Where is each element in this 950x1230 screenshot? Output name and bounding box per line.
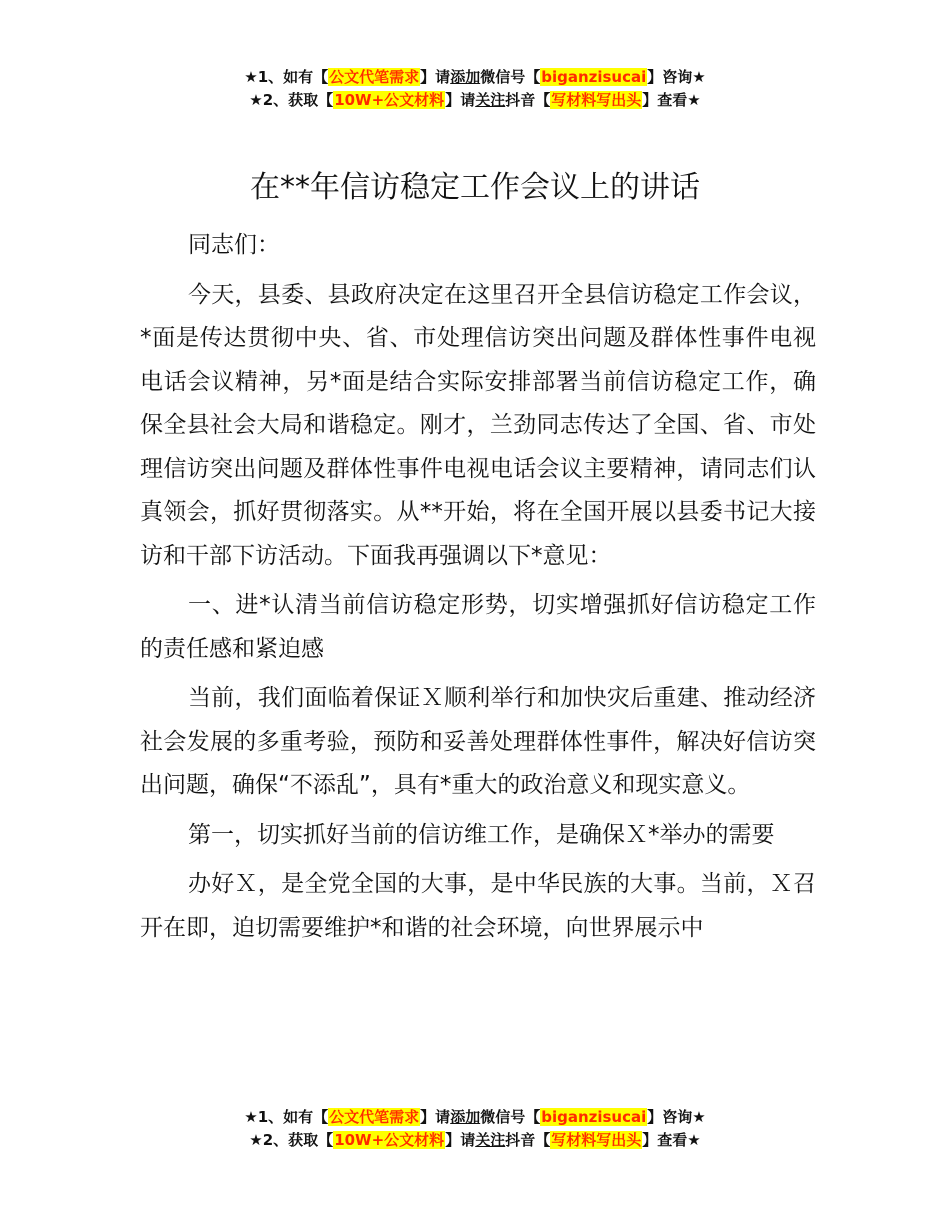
- banner-underline: 添加: [450, 1108, 481, 1126]
- banner-text: 】查看★: [642, 91, 701, 109]
- banner-line-1: [0, 66, 950, 89]
- banner-text: 】咨询★: [647, 1108, 706, 1126]
- banner-underline: 关注: [475, 1131, 506, 1149]
- banner-underline: 关注: [475, 91, 506, 109]
- footer-banner: [0, 1106, 950, 1152]
- banner-text: 】请: [420, 68, 451, 86]
- sub-heading: 第一，切实抓好当前的信访维工作，是确保Ｘ*举办的需要: [188, 821, 775, 848]
- banner-highlight: 10W+公文材料: [334, 91, 445, 109]
- body-paragraph: 当前，我们面临着保证Ｘ顺利举行和加快灾后重建、推动经济社会发展的多重考验，预防和妥善处理群体性事件，解决好信访突出问题，确保“不添乱”，具有*重大的政治意义和现实意义。: [140, 685, 816, 798]
- body-paragraph: 今天，县委、县政府决定在这里召开全县信访稳定工作会议，*面是传达贯彻中央、省、市处理信访突出问题及群体性事件电视电话会议精神，另*面是结合实际安排部署当前信访稳定工作，确保全县社会大局和谐稳定。刚才，兰劲同志传达了全国、省、市处理信访突出问题及群体性事件电视电话会议主要精神，请同志们认真领会，抓好贯彻落实。从**开始，将在全国开展以县委书记大接访和干部下访活动。下面我再强调以下*意见：: [140, 281, 816, 569]
- banner-highlight: biganzisucai: [541, 1108, 647, 1126]
- banner-highlight: 公文代笔需求: [329, 1108, 420, 1126]
- banner-text: 微信号【: [480, 68, 541, 86]
- banner-text: 】请: [420, 1108, 451, 1126]
- banner-text: 】请: [445, 91, 476, 109]
- banner-highlight: 写材料写出头: [551, 91, 642, 109]
- banner-text: ★2、获取【: [249, 91, 334, 109]
- banner-text: ★1、如有【: [244, 68, 329, 86]
- banner-highlight: biganzisucai: [541, 68, 647, 86]
- banner-line-2: [0, 89, 950, 112]
- header-banner: [0, 66, 950, 112]
- banner-highlight: 10W+公文材料: [334, 1131, 445, 1149]
- banner-line-2: [0, 1129, 950, 1152]
- banner-text: 】咨询★: [647, 68, 706, 86]
- banner-line-1: [0, 1106, 950, 1129]
- banner-text: 】请: [445, 1131, 476, 1149]
- salutation: 同志们：: [188, 232, 280, 258]
- document-body: [140, 224, 816, 956]
- banner-text: 抖音【: [505, 1131, 551, 1149]
- banner-text: 】查看★: [642, 1131, 701, 1149]
- banner-highlight: 写材料写出头: [551, 1131, 642, 1149]
- section-heading: 一、进*认清当前信访稳定形势，切实增强抓好信访稳定工作的责任感和紧迫感: [140, 592, 816, 662]
- banner-text: ★1、如有【: [244, 1108, 329, 1126]
- banner-underline: 添加: [450, 68, 481, 86]
- body-paragraph: 办好Ｘ，是全党全国的大事，是中华民族的大事。当前，Ｘ召开在即，迫切需要维护*和谐的社会环境，向世界展示中: [140, 871, 816, 941]
- banner-text: ★2、获取【: [249, 1131, 334, 1149]
- banner-text: 抖音【: [505, 91, 551, 109]
- banner-highlight: 公文代笔需求: [329, 68, 420, 86]
- document-title: 在**年信访稳定工作会议上的讲话: [250, 170, 700, 205]
- banner-text: 微信号【: [480, 1108, 541, 1126]
